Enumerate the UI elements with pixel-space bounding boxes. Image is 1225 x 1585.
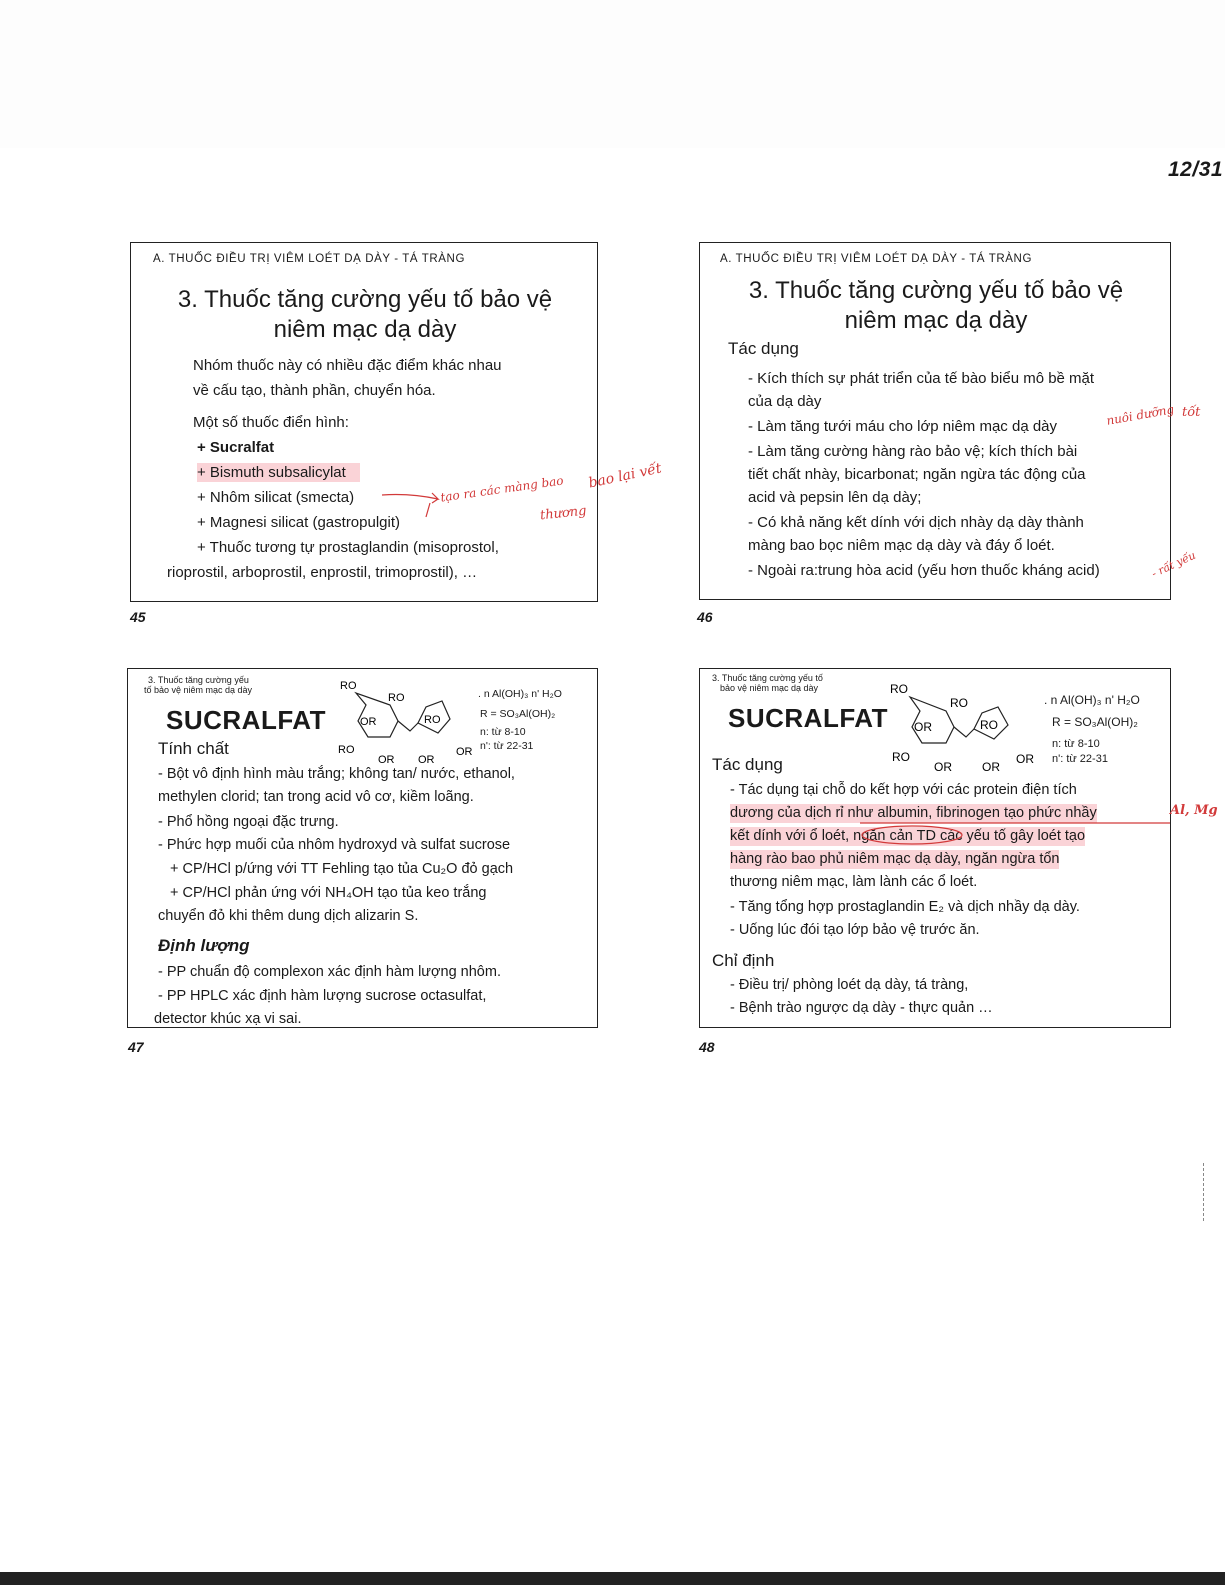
svg-text:OR: OR — [418, 754, 435, 766]
paragraph-line-highlighted: dương của dịch rỉ như albumin, fibrinogen tạo phức nhầy — [730, 805, 1097, 821]
slide-47 — [127, 668, 598, 1028]
handwritten-note: - rất yếu — [1149, 548, 1198, 581]
chem-n-prime: n': từ 22-31 — [1052, 753, 1108, 765]
slide-number: 48 — [699, 1039, 715, 1055]
paragraph-line: - Kích thích sự phát triển của tế bào biểu mô bề mặt — [748, 370, 1095, 387]
slide-header-line2: tố bảo vệ niêm mạc dạ dày — [144, 685, 253, 695]
chem-r-group: R = SO₃Al(OH)₂ — [1052, 715, 1138, 729]
svg-text:RO: RO — [950, 696, 968, 710]
paragraph-line: của dạ dày — [748, 393, 822, 410]
list-item: + Nhôm silicat (smecta) — [197, 489, 355, 506]
paragraph-line: - Tác dụng tại chỗ do kết hợp với các protein điện tích — [730, 782, 1077, 798]
section-heading: Tính chất — [158, 739, 229, 758]
bottom-bar — [0, 1572, 1225, 1585]
slide-title-line2: niêm mạc dạ dày — [844, 307, 1028, 334]
chem-r-group: R = SO₃Al(OH)₂ — [480, 708, 556, 720]
slide-header: A. THUỐC ĐIỀU TRỊ VIÊM LOÉT DẠ DÀY - TÁ TRÀNG — [720, 253, 1033, 265]
scan-artifact — [1203, 1163, 1213, 1221]
slide-title-line1: 3. Thuốc tăng cường yếu tố bảo vệ — [177, 286, 553, 313]
list-item: + Sucralfat — [197, 439, 275, 456]
svg-text:RO: RO — [892, 750, 910, 764]
slide-number: 47 — [128, 1039, 144, 1055]
svg-text:OR: OR — [360, 716, 377, 728]
slide-45 — [130, 242, 598, 602]
list-item: + Magnesi silicat (gastropulgit) — [197, 514, 401, 531]
paragraph-line: - PP chuẩn độ complexon xác định hàm lượng nhôm. — [158, 964, 501, 980]
paragraph-line: - Làm tăng cường hàng rào bảo vệ; kích thích bài — [748, 443, 1078, 460]
section-heading: Định lượng — [158, 936, 250, 955]
slide-number: 46 — [697, 609, 713, 625]
handwritten-note: tốt — [1182, 405, 1201, 420]
svg-text:OR: OR — [982, 760, 1000, 774]
paragraph-line-highlighted: hàng rào bao phủ niêm mạc dạ dày, ngăn ngừa tổn — [730, 851, 1060, 867]
sucralfat-structure-icon — [338, 679, 488, 766]
slide-title-line2: niêm mạc dạ dày — [273, 316, 457, 343]
slide-46 — [699, 242, 1171, 600]
paragraph-line: về cấu tạo, thành phần, chuyển hóa. — [193, 382, 436, 399]
svg-text:OR: OR — [378, 754, 395, 766]
paragraph-line: + CP/HCl phản ứng với NH₄OH tạo tủa keo trắng — [170, 885, 487, 901]
svg-text:RO: RO — [388, 692, 405, 704]
paragraph-line: methylen clorid; tan trong acid vô cơ, kiềm loãng. — [158, 789, 474, 805]
paragraph-line: tiết chất nhày, bicarbonat; ngăn ngừa tác động của — [748, 466, 1086, 483]
paragraph-line: + CP/HCl p/ứng với TT Fehling tạo tủa Cu₂O đỏ gạch — [170, 861, 514, 877]
paragraph-line: Một số thuốc điển hình: — [193, 414, 349, 431]
handwritten-note: bao lại vết — [587, 460, 663, 492]
paragraph-line-highlighted: kết dính với ổ loét, ngăn cản TD các yếu tố gây loét tạo — [730, 828, 1086, 844]
section-heading: Chỉ định — [712, 951, 775, 970]
handwritten-note: thương — [539, 503, 588, 524]
section-heading: Tác dụng — [712, 755, 783, 774]
sucralfat-structure-icon — [890, 682, 1040, 774]
paragraph-line: detector khúc xạ vi sai. — [154, 1011, 302, 1027]
chem-n-prime: n': từ 22-31 — [480, 740, 534, 752]
drug-title: SUCRALFAT — [728, 703, 889, 733]
chem-formula: . n Al(OH)₃ n' H₂O — [478, 688, 562, 700]
svg-text:OR: OR — [456, 746, 473, 758]
paragraph-line: chuyển đỏ khi thêm dung dịch alizarin S. — [158, 908, 419, 924]
chem-n: n: từ 8-10 — [1052, 738, 1100, 750]
slide-header: A. THUỐC ĐIỀU TRỊ VIÊM LOÉT DẠ DÀY - TÁ TRÀNG — [153, 253, 466, 265]
svg-text:RO: RO — [980, 718, 998, 732]
slide-number: 45 — [130, 609, 146, 625]
svg-text:OR: OR — [934, 760, 952, 774]
page-counter: 12/31 — [1168, 158, 1224, 181]
paragraph-line: - PP HPLC xác định hàm lượng sucrose octasulfat, — [158, 988, 487, 1004]
top-margin — [0, 0, 1225, 148]
handwritten-note: Al, Mg — [1170, 803, 1218, 818]
paragraph-line: - Điều trị/ phòng loét dạ dày, tá tràng, — [730, 977, 969, 993]
paragraph-line: - Làm tăng tưới máu cho lớp niêm mạc dạ dày — [748, 418, 1058, 435]
paragraph-line: - Bột vô định hình màu trắng; không tan/ nước, ethanol, — [158, 766, 515, 782]
svg-text:RO: RO — [424, 714, 441, 726]
handwritten-note: tạo ra các màng bao — [439, 473, 565, 505]
paragraph-line: màng bao bọc niêm mạc dạ dày và đáy ổ loét. — [748, 537, 1055, 554]
svg-text:RO: RO — [338, 744, 355, 756]
paragraph-line: - Phổ hồng ngoại đặc trưng. — [158, 814, 339, 830]
paragraph-line: - Uống lúc đói tạo lớp bảo vệ trước ăn. — [730, 922, 980, 938]
paragraph-line: Nhóm thuốc này có nhiều đặc điểm khác nhau — [193, 357, 502, 374]
svg-text:OR: OR — [914, 720, 932, 734]
paragraph-line: - Ngoài ra:trung hòa acid (yếu hơn thuốc kháng acid) — [748, 562, 1100, 579]
paragraph-line: - Có khả năng kết dính với dịch nhày dạ dày thành — [748, 514, 1084, 531]
slide-header-line1: 3. Thuốc tăng cường yếu — [148, 675, 249, 685]
chem-n: n: từ 8-10 — [480, 726, 526, 738]
paragraph-line: - Phức hợp muối của nhôm hydroxyd và sulfat sucrose — [158, 837, 511, 853]
svg-text:RO: RO — [890, 682, 908, 696]
list-item: + Thuốc tương tự prostaglandin (misoprostol, — [197, 539, 499, 556]
paragraph-line: acid và pepsin lên dạ dày; — [748, 489, 922, 506]
paragraph-line: - Tăng tổng hợp prostaglandin E₂ và dịch nhầy dạ dày. — [730, 899, 1080, 915]
svg-text:RO: RO — [340, 680, 357, 692]
chem-formula: . n Al(OH)₃ n' H₂O — [1044, 693, 1140, 707]
section-heading: Tác dụng — [728, 339, 799, 358]
svg-text:OR: OR — [1016, 752, 1034, 766]
paragraph-line: - Bệnh trào ngược dạ dày - thực quản … — [730, 1000, 993, 1016]
slide-header-line1: 3. Thuốc tăng cường yếu tố — [712, 673, 823, 683]
paragraph-line: thương niêm mạc, làm lành các ổ loét. — [730, 874, 978, 890]
drug-title: SUCRALFAT — [166, 705, 327, 735]
slide-header-line2: bảo vệ niêm mạc dạ dày — [720, 683, 819, 693]
slide-title-line1: 3. Thuốc tăng cường yếu tố bảo vệ — [748, 277, 1124, 304]
list-item-continuation: rioprostil, arboprostil, enprostil, trimoprostil), … — [167, 564, 478, 581]
list-item-highlighted: + Bismuth subsalicylat — [197, 463, 360, 482]
handwritten-underline — [860, 815, 1180, 855]
handwritten-note: nuôi dưỡng — [1105, 402, 1176, 428]
